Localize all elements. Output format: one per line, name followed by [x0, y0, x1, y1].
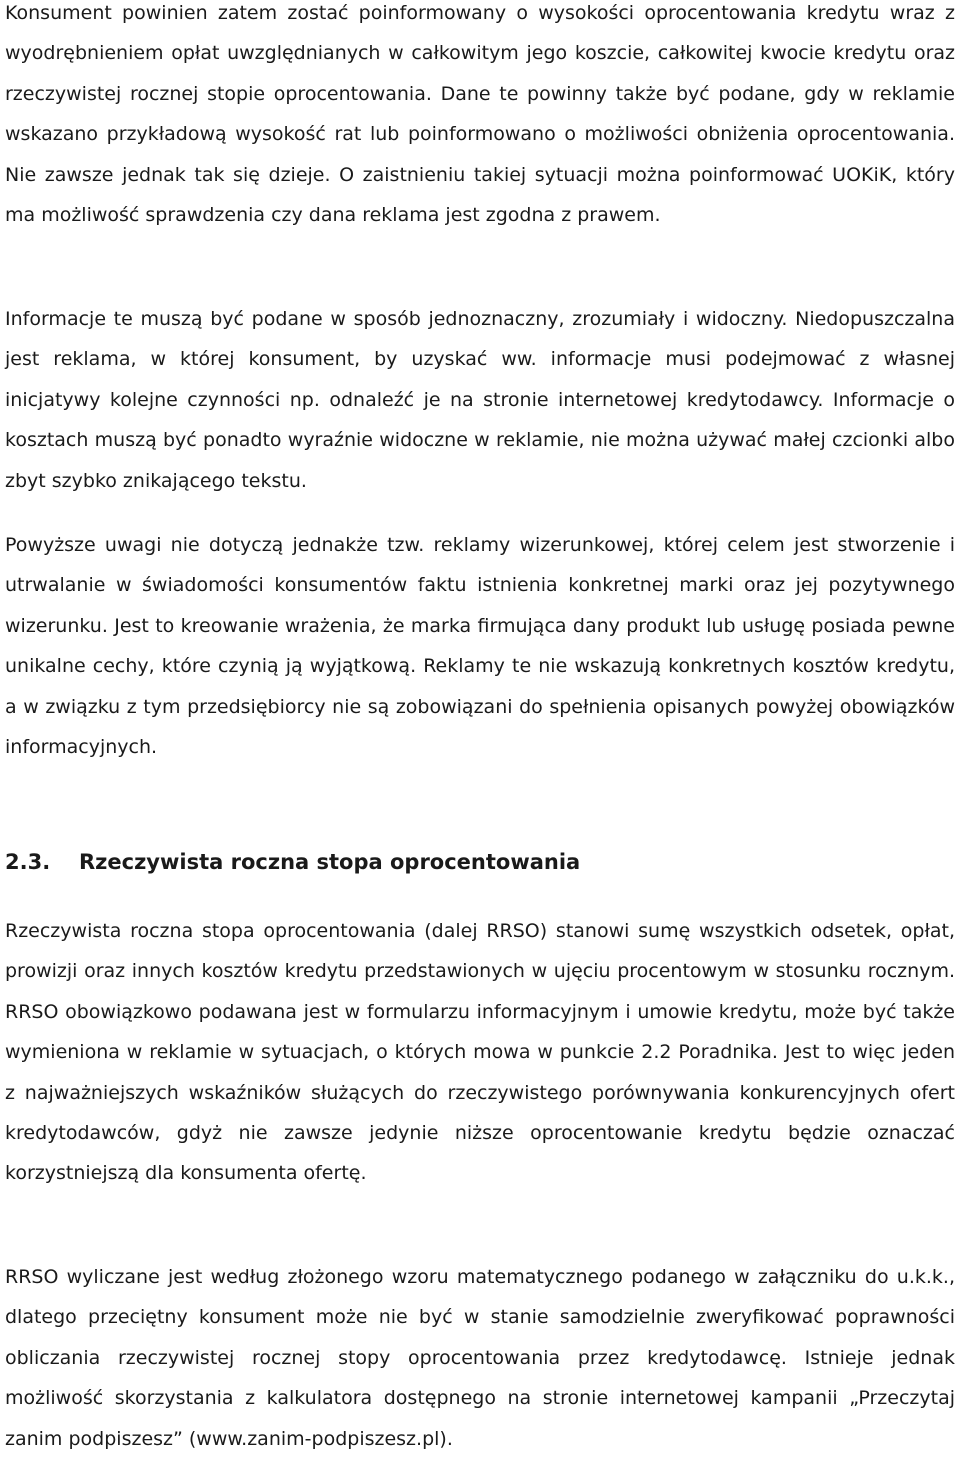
section-title: Rzeczywista roczna stopa oprocentowania	[79, 850, 581, 874]
paragraph-rrso-definition: Rzeczywista roczna stopa oprocentowania (dalej RRSO) stanowi sumę wszystkich odsetek, opłat, prowizji oraz innych kosztów kredytu przedstawionych w ujęciu procentowym w stosunku rocznym. RRSO obowiązkowo podawana jest w formularzu informacyjnym i umowie kredytu, może być także wymieniona w reklamie w sytuacjach, o których mowa w punkcie 2.2 Poradnika. Jest to więc jeden z najważniejszych wskaźników służących do rzeczywistego porównywania konkurencyjnych ofert kredytodawców, gdyż nie zawsze jedynie niższe oprocentowanie kredytu będzie oznaczać korzystniejszą dla konsumenta ofertę.	[5, 920, 955, 1185]
paragraph-rrso-calculation: RRSO wyliczane jest według złożonego wzoru matematycznego podanego w załączniku do u.k.k., dlatego przeciętny konsument może nie być w stanie samodzielnie zweryfikować poprawności obliczania rzeczywistej rocznej stopy oprocentowania przez kredytodawcę. Istnieje jednak możliwość skorzystania z kalkulatora dostępnego na stronie internetowej kampanii „Przeczytaj zanim podpiszesz” (www.zanim-podpiszesz.pl).	[5, 1266, 955, 1450]
paragraph-image-advertising: Powyższe uwagi nie dotyczą jednakże tzw. reklamy wizerunkowej, której celem jest stworzenie i utrwalanie w świadomości konsumentów faktu istnienia konkretnej marki oraz jej pozytywnego wizerunku. Jest to kreowanie wrażenia, że marka firmująca dany produkt lub usługę posiada pewne unikalne cechy, które czynią ją wyjątkową. Reklamy te nie wskazują konkretnych kosztów kredytu, a w związku z tym przedsiębiorcy nie są zobowiązani do spełnienia opisanych powyżej obowiązków informacyjnych.	[5, 534, 955, 759]
section-heading	[5, 846, 955, 878]
paragraph-information-visibility: Informacje te muszą być podane w sposób jednoznaczny, zrozumiały i widoczny. Niedopuszczalna jest reklama, w której konsument, by uzyskać ww. informacje musi podejmować z własnej inicjatywy kolejne czynności np. odnaleźć je na stronie internetowej kredytodawcy. Informacje o kosztach muszą być ponadto wyraźnie widoczne w reklamie, nie można używać małej czcionki albo zbyt szybko znikającego tekstu.	[5, 308, 955, 492]
paragraph-consumer-information: Konsument powinien zatem zostać poinformowany o wysokości oprocentowania kredytu wraz z wyodrębnieniem opłat uwzględnianych w całkowitym jego koszcie, całkowitej kwocie kredytu oraz rzeczywistej rocznej stopie oprocentowania. Dane te powinny także być podane, gdy w reklamie wskazano przykładową wysokość rat lub poinformowano o możliwości obniżenia oprocentowania. Nie zawsze jednak tak się dzieje. O zaistnieniu takiej sytuacji można poinformować UOKiK, który ma możliwość sprawdzenia czy dana reklama jest zgodna z prawem.	[5, 2, 955, 227]
section-number: 2.3.	[5, 850, 51, 874]
